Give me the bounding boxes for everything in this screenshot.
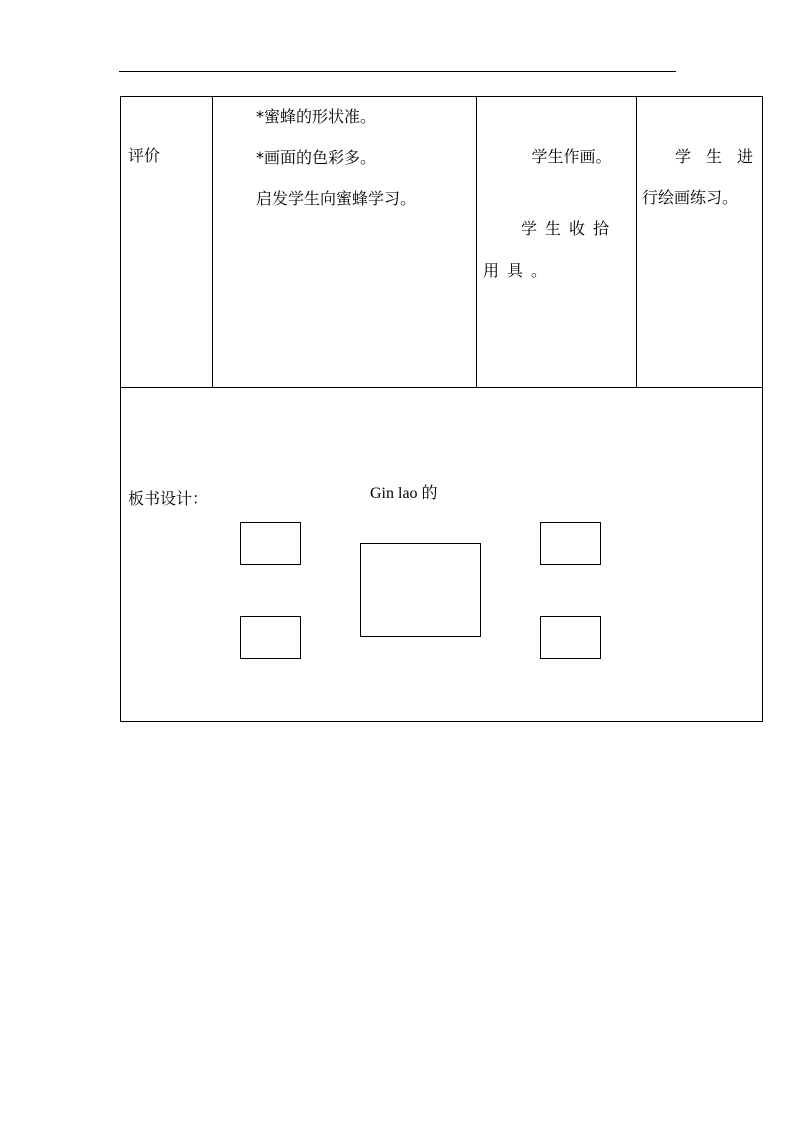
student-activity-cell (477, 97, 637, 388)
lesson-plan-table (120, 96, 768, 722)
criterion-inspire: 启发学生向蜜蜂学习。 (256, 189, 417, 208)
practice-line-2: 行绘画练习。 (642, 188, 739, 207)
evaluation-row (121, 97, 763, 388)
board-design-cell (121, 388, 763, 722)
criterion-shape: *蜜蜂的形状准。 (256, 107, 377, 126)
board-box-center (360, 543, 481, 637)
board-box-top-right (540, 522, 601, 565)
board-box-bottom-right (540, 616, 601, 659)
student-activity-cleanup: 学生收拾用具。 (483, 219, 618, 280)
board-center-word: Gin lao 的 (370, 485, 438, 502)
board-box-bottom-left (240, 616, 301, 659)
practice-line-1: 学生进 (674, 147, 768, 166)
evaluation-label-cell (121, 97, 213, 388)
board-box-top-left (240, 522, 301, 565)
header-rule (119, 71, 676, 72)
criterion-color: *画面的色彩多。 (256, 148, 377, 167)
student-activity-draw: 学生作画。 (531, 147, 612, 166)
board-design-row (121, 388, 763, 722)
practice-cell (637, 97, 768, 388)
evaluation-label: 评价 (128, 146, 161, 165)
evaluation-content-cell (213, 97, 477, 388)
board-design-label: 板书设计： (128, 489, 209, 508)
